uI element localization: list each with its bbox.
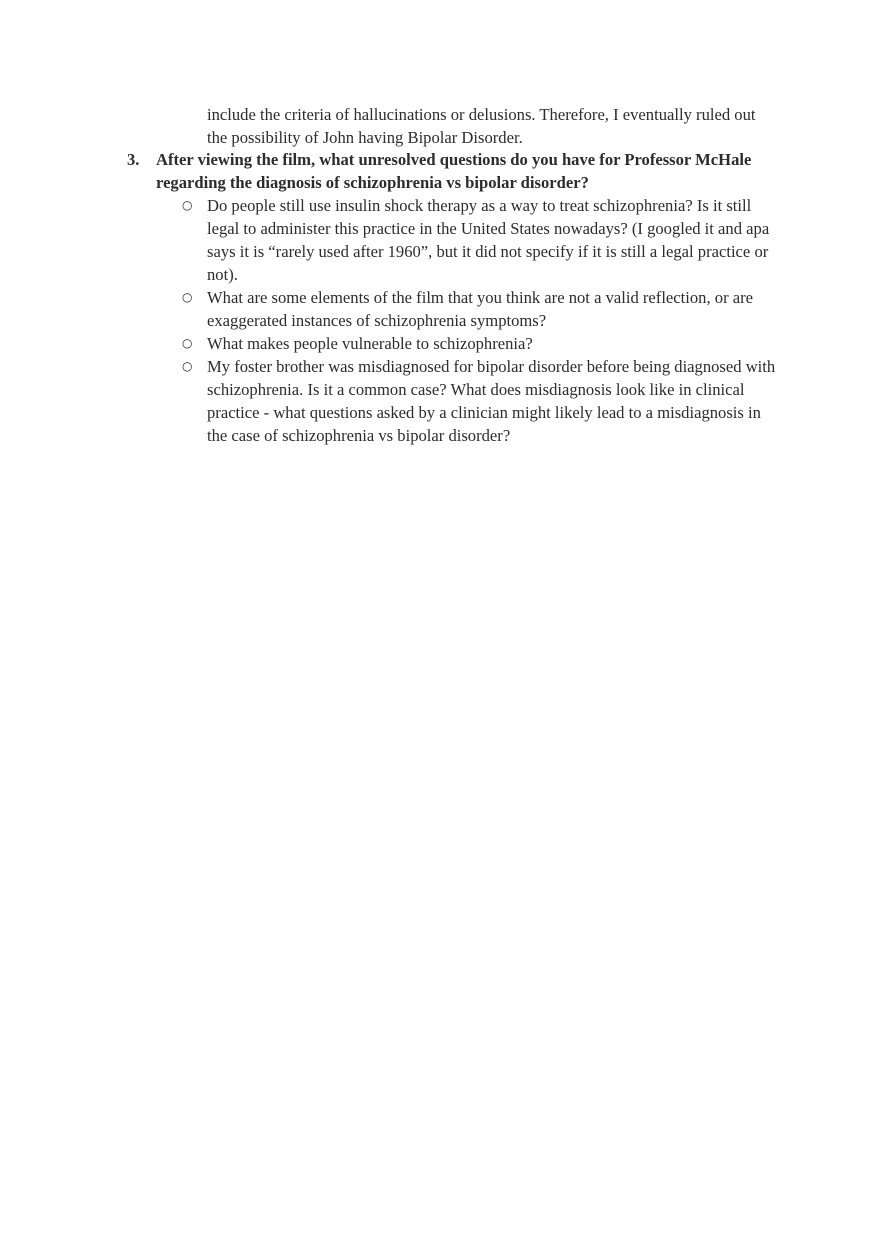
- question-number: 3.: [127, 150, 140, 169]
- answer-text: Do people still use insulin shock therapy as a way to treat schizophrenia? Is it still legal to administer this practice in the United States nowadays? (I googled it and apa says it is “rarely used after 1960”, but it did not specify if it is still a legal practice or not).: [207, 196, 770, 284]
- circle-bullet-icon: ○: [182, 290, 193, 304]
- list-item: [182, 194, 782, 286]
- answer-text: My foster brother was misdiagnosed for bipolar disorder before being diagnosed with schizophrenia. Is it a common case? What does misdiagnosis look like in clinical practice - what questions asked by a clinician might likely lead to a misdiagnosis in the case of schizophrenia vs bipolar disorder?: [207, 357, 776, 445]
- circle-bullet-icon: ○: [182, 359, 193, 373]
- list-item: [182, 286, 782, 332]
- list-item: [182, 355, 782, 447]
- list-item: [182, 332, 782, 355]
- continuation-paragraph: include the criteria of hallucinations or delusions. Therefore, I eventually ruled out the possibility of John having Bipolar Disorder.: [207, 105, 756, 147]
- answer-text: What are some elements of the film that you think are not a valid reflection, or are exaggerated instances of schizophrenia symptoms?: [207, 288, 754, 330]
- answer-list: [182, 194, 782, 447]
- circle-bullet-icon: ○: [182, 336, 193, 350]
- circle-bullet-icon: ○: [182, 198, 193, 212]
- question-text: After viewing the film, what unresolved questions do you have for Professor McHale regarding the diagnosis of schizophrenia vs bipolar disorder?: [156, 150, 752, 192]
- question-3: [127, 148, 787, 194]
- answer-text: What makes people vulnerable to schizophrenia?: [207, 334, 533, 353]
